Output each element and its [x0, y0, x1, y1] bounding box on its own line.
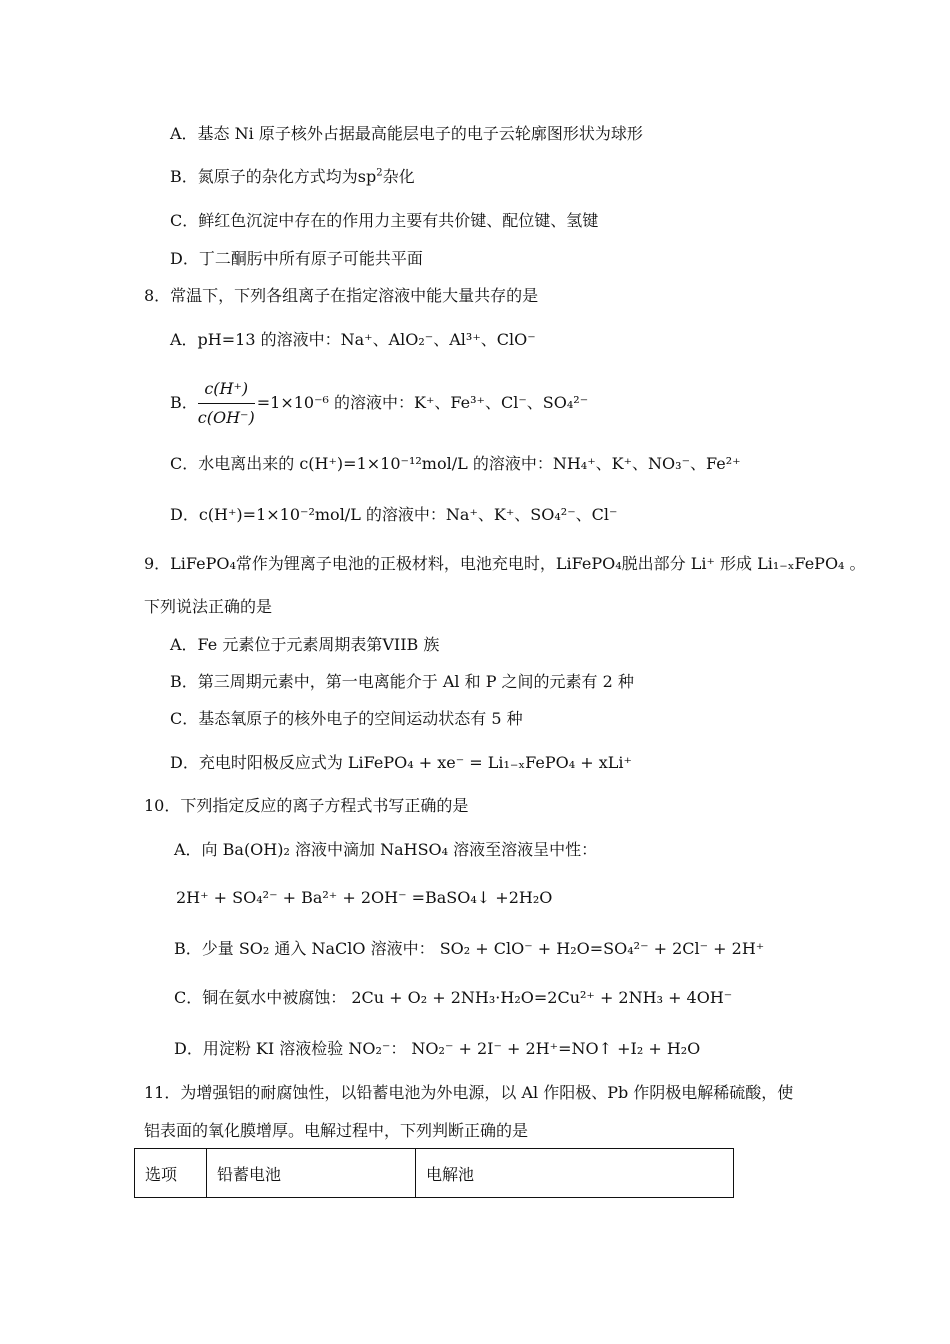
- q7-option-b-sp: sp: [357, 167, 377, 186]
- q10-option-c: C．铜在氨水中被腐蚀： 2Cu + O₂ + 2NH₃·H₂O=2Cu²⁺ + 2NH₃ + 4OH⁻: [174, 988, 733, 1007]
- q7-option-b-sup: 2: [376, 167, 383, 179]
- q11-stem-line1: 11．为增强铝的耐腐蚀性，以铅蓄电池为外电源，以 Al 作阳极、Pb 作阴极电解稀硫酸，使: [144, 1083, 794, 1102]
- q10-option-b: B．少量 SO₂ 通入 NaClO 溶液中： SO₂ + ClO⁻ + H₂O=SO₄²⁻ + 2Cl⁻ + 2H⁺: [174, 939, 765, 958]
- q8-option-b-denominator: c(OH⁻): [197, 408, 255, 427]
- q8-option-b-label: B．: [170, 393, 198, 412]
- q8-option-b: [170, 377, 588, 430]
- q9-option-c: C．基态氧原子的核外电子的空间运动状态有 5 种: [170, 709, 523, 728]
- table-header-option: 选项: [135, 1149, 207, 1198]
- q9-option-b: B．第三周期元素中，第一电离能介于 Al 和 P 之间的元素有 2 种: [170, 672, 634, 691]
- q9-option-a: A．Fe 元素位于元素周期表第VIIB 族: [170, 635, 440, 654]
- q10-option-a: A．向 Ba(OH)₂ 溶液中滴加 NaHSO₄ 溶液至溶液呈中性：: [174, 840, 598, 859]
- table-header-battery: 铅蓄电池: [207, 1149, 416, 1198]
- q7-option-b: [170, 166, 415, 188]
- q11-stem-line2: 铝表面的氧化膜增厚。电解过程中，下列判断正确的是: [144, 1121, 529, 1140]
- q7-option-b-suffix: 杂化: [382, 167, 415, 186]
- q8-option-b-rest: =1×10⁻⁶ 的溶液中：K⁺、Fe³⁺、Cl⁻、SO₄²⁻: [256, 393, 589, 412]
- q8-option-b-numerator: c(H⁺): [198, 377, 255, 404]
- table-header-electrolytic-cell: 电解池: [416, 1149, 734, 1198]
- q8-option-c: C．水电离出来的 c(H⁺)=1×10⁻¹²mol/L 的溶液中：NH₄⁺、K⁺、NO₃⁻、Fe²⁺: [170, 454, 741, 473]
- q10-option-a-equation: 2H⁺ + SO₄²⁻ + Ba²⁺ + 2OH⁻ =BaSO₄↓ +2H₂O: [176, 888, 553, 907]
- q10-stem: 10．下列指定反应的离子方程式书写正确的是: [144, 796, 469, 815]
- q8-option-b-fraction: [198, 377, 255, 430]
- q7-option-d: D．丁二酮肟中所有原子可能共平面: [170, 249, 423, 268]
- q11-options-table: [134, 1148, 734, 1198]
- q7-option-c: C．鲜红色沉淀中存在的作用力主要有共价键、配位键、氢键: [170, 211, 599, 230]
- q7-option-a: A．基态 Ni 原子核外占据最高能层电子的电子云轮廓图形状为球形: [170, 124, 643, 143]
- q9-stem-line2: 下列说法正确的是: [144, 597, 273, 616]
- q8-stem: 8．常温下，下列各组离子在指定溶液中能大量共存的是: [144, 286, 539, 305]
- table-header-row: [135, 1149, 734, 1198]
- q7-option-b-prefix: B．氮原子的杂化方式均为: [170, 167, 358, 186]
- q10-option-d: D．用淀粉 KI 溶液检验 NO₂⁻： NO₂⁻ + 2I⁻ + 2H⁺=NO↑ +I₂ + H₂O: [174, 1039, 701, 1058]
- q8-option-d: D．c(H⁺)=1×10⁻²mol/L 的溶液中：Na⁺、K⁺、SO₄²⁻、Cl⁻: [170, 505, 618, 524]
- q9-stem-line1: 9．LiFePO₄常作为锂离子电池的正极材料，电池充电时，LiFePO₄脱出部分 Li⁺ 形成 Li₁₋ₓFePO₄ 。: [144, 554, 866, 573]
- q9-option-d: D．充电时阳极反应式为 LiFePO₄ + xe⁻ = Li₁₋ₓFePO₄ + xLi⁺: [170, 753, 632, 772]
- q8-option-a: A．pH=13 的溶液中：Na⁺、AlO₂⁻、Al³⁺、ClO⁻: [170, 330, 536, 349]
